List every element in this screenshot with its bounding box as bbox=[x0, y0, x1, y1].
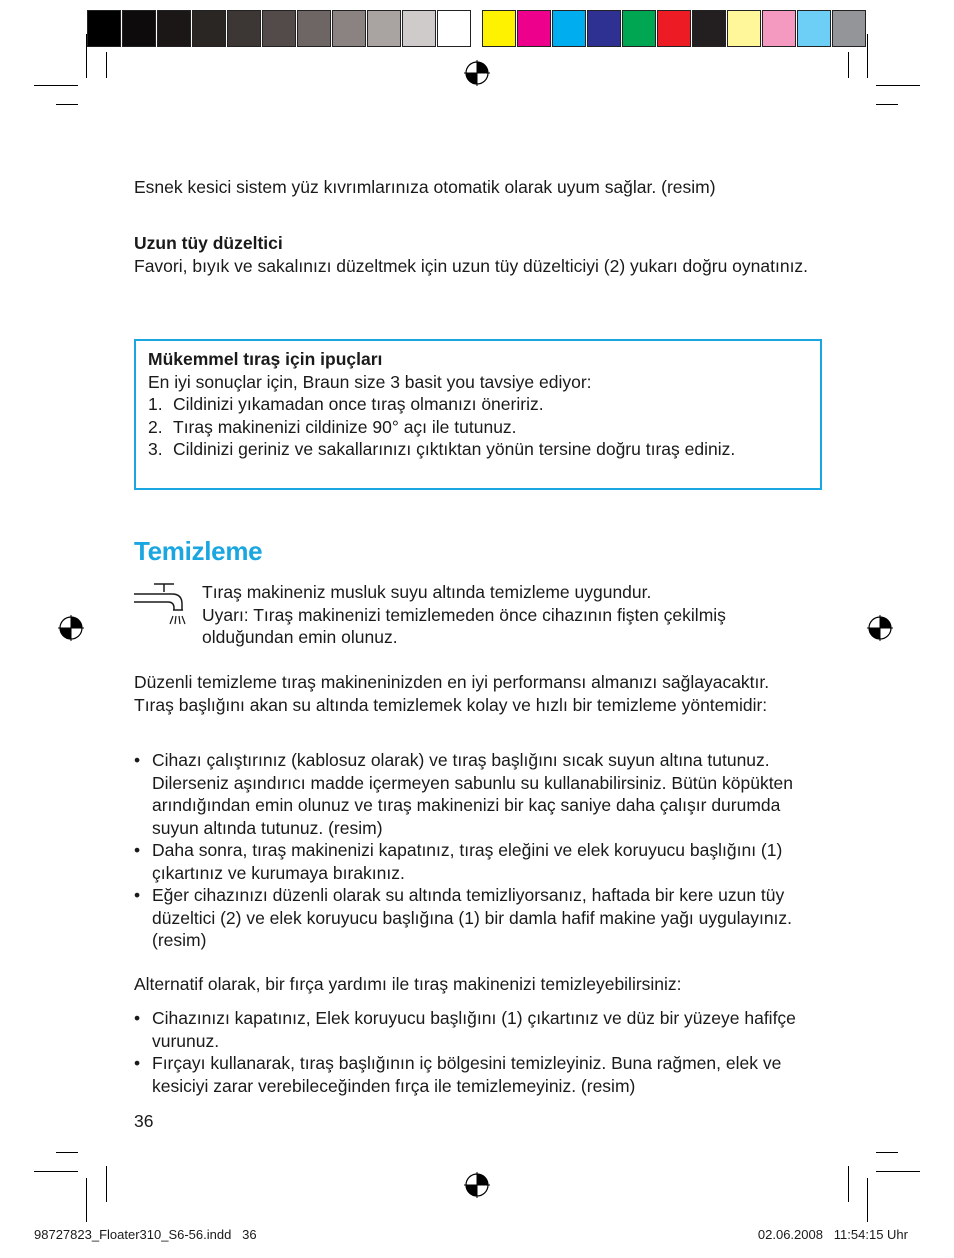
color-swatch bbox=[727, 10, 761, 47]
page-number: 36 bbox=[134, 1111, 154, 1131]
color-swatch bbox=[552, 10, 586, 47]
color-swatch bbox=[517, 10, 551, 47]
list-item bbox=[134, 884, 824, 952]
bullet-dot: • bbox=[134, 840, 141, 860]
tips-heading: Mükemmel tıraş için ipuçları bbox=[148, 349, 383, 369]
cleaning-paragraph-2: Alternatif olarak, bir fırça yardımı ile tıraş makinenizi temizleyebilirsiniz: bbox=[134, 974, 682, 994]
gray-swatch bbox=[402, 10, 436, 47]
gray-swatch bbox=[192, 10, 226, 47]
list-item bbox=[134, 1007, 814, 1052]
grayscale-calibration-bar bbox=[87, 10, 472, 47]
crop-mark-top-right-v2 bbox=[848, 52, 849, 78]
crop-mark-top-left-v bbox=[86, 34, 87, 78]
list-item-text: Eğer cihazınızı düzenli olarak su altında temizliyorsanız, haftada bir kere uzun tüy düzeltici (2) ve elek koruyucu başlığına (1) bir damla hafif makine yağı uygulayınız. (resim) bbox=[152, 885, 793, 950]
tips-item-text: Cildinizi geriniz ve sakallarınızı çıktıktan yönün tersine doğru tıraş ediniz. bbox=[173, 439, 736, 459]
crop-mark-bottom-left-v2 bbox=[106, 1166, 107, 1202]
footer-timestamp: 02.06.2008 11:54:15 Uhr bbox=[757, 1227, 908, 1242]
cleaning-bullet-list-1 bbox=[134, 749, 824, 952]
gray-swatch bbox=[367, 10, 401, 47]
bullet-dot: • bbox=[134, 750, 141, 770]
color-swatch bbox=[482, 10, 516, 47]
crop-mark-bottom-right-v2 bbox=[848, 1166, 849, 1202]
faucet-paragraph: Tıraş makineniz musluk suyu altında temizleme uygundur. Uyarı: Tıraş makinenizi temizlemeden önce cihazının fişten çekilmiş olduğundan emin olunuz. bbox=[202, 582, 726, 647]
color-swatch bbox=[797, 10, 831, 47]
gray-swatch bbox=[297, 10, 331, 47]
tips-item-number: 3. bbox=[148, 439, 163, 459]
registration-mark-top bbox=[464, 60, 490, 86]
registration-mark-bottom bbox=[464, 1172, 490, 1198]
tips-intro: En iyi sonuçlar için, Braun size 3 basit you tavsiye ediyor: bbox=[148, 371, 592, 392]
gray-swatch bbox=[122, 10, 156, 47]
list-item-text: Daha sonra, tıraş makinenizi kapatınız, tıraş eleğini ve elek koruyucu başlığını (1) çıkartınız ve kurumaya bırakınız. bbox=[152, 840, 783, 883]
gray-swatch bbox=[87, 10, 121, 47]
list-item bbox=[134, 749, 824, 839]
crop-mark-bottom-right-v bbox=[867, 1178, 868, 1222]
list-item-text: Fırçayı kullanarak, tıraş başlığının iç bölgesini temizleyiniz. Buna rağmen, elek ve kesiciyi zarar verebileceğinden fırça ile temizlemeyiniz. (resim) bbox=[152, 1053, 782, 1096]
crop-mark-bottom-left-h2 bbox=[34, 1171, 78, 1172]
tips-item-number: 1. bbox=[148, 394, 163, 414]
cleaning-bullet-list-2 bbox=[134, 1007, 814, 1097]
crop-mark-bottom-right-h2 bbox=[876, 1171, 920, 1172]
bullet-dot: • bbox=[134, 1053, 141, 1073]
list-item bbox=[134, 839, 824, 884]
tips-item-number: 2. bbox=[148, 416, 163, 437]
cleaning-paragraph-1: Düzenli temizleme tıraş makineninizden en iyi performansı almanızı sağlayacaktır. Tıraş başlığını akan su altında temizlemek kolay ve hızlı bir temizleme yöntemidir: bbox=[134, 672, 770, 715]
gray-swatch bbox=[227, 10, 261, 47]
color-swatch bbox=[657, 10, 691, 47]
list-item bbox=[134, 1052, 814, 1097]
tips-box bbox=[134, 339, 822, 490]
gray-swatch bbox=[332, 10, 366, 47]
registration-mark-left bbox=[58, 615, 84, 641]
crop-mark-bottom-left-h bbox=[56, 1152, 78, 1153]
crop-mark-top-right-h2 bbox=[876, 104, 898, 105]
list-item-text: Cihazı çalıştırınız (kablosuz olarak) ve tıraş başlığını sıcak suyun altına tutunuz. Dilerseniz aşındırıcı madde içermeyen sabunlu su kullanabilirsiniz. Bütün köpükten arındığından emin olunuz ve tıraş makinenizi bir kaç saniye daha çalışır durumda suyun altında tutunuz. (resim) bbox=[152, 750, 794, 838]
tips-item bbox=[148, 416, 808, 439]
bullet-dot: • bbox=[134, 885, 141, 905]
tips-item bbox=[148, 438, 808, 461]
crop-mark-top-right-v bbox=[867, 34, 868, 78]
section-title-cleaning: Temizleme bbox=[134, 536, 263, 566]
intro-paragraph: Esnek kesici sistem yüz kıvrımlarınıza otomatik olarak uyum sağlar. (resim) bbox=[134, 177, 716, 197]
crop-mark-top-left-h bbox=[34, 85, 78, 86]
color-swatch bbox=[832, 10, 866, 47]
trimmer-heading: Uzun tüy düzeltici bbox=[134, 233, 283, 253]
tips-item-text: Cildinizi yıkamadan once tıraş olmanızı öneririz. bbox=[173, 394, 544, 414]
crop-mark-top-left-h2 bbox=[56, 104, 78, 105]
registration-mark-right bbox=[867, 615, 893, 641]
crop-mark-top-left-v2 bbox=[106, 52, 107, 78]
gray-swatch bbox=[157, 10, 191, 47]
tips-item bbox=[148, 393, 808, 416]
tips-item-text: Tıraş makinenizi cildinize 90° açı ile tutunuz. bbox=[173, 416, 517, 437]
color-swatch bbox=[622, 10, 656, 47]
footer-file-info: 98727823_Floater310_S6-56.indd 36 bbox=[34, 1227, 257, 1242]
list-item-text: Cihazınızı kapatınız, Elek koruyucu başlığını (1) çıkartınız ve düz bir yüzeye hafifçe vurunuz. bbox=[152, 1008, 796, 1051]
color-calibration-bar bbox=[482, 10, 867, 47]
color-swatch bbox=[762, 10, 796, 47]
crop-mark-bottom-left-v bbox=[86, 1178, 87, 1222]
bullet-dot: • bbox=[134, 1008, 141, 1028]
gray-swatch bbox=[262, 10, 296, 47]
faucet-icon bbox=[132, 580, 190, 640]
crop-mark-bottom-right-h bbox=[876, 1152, 898, 1153]
trimmer-paragraph: Favori, bıyık ve sakalınızı düzeltmek için uzun tüy düzelticiyi (2) yukarı doğru oynatınız. bbox=[134, 256, 809, 276]
color-swatch bbox=[587, 10, 621, 47]
crop-mark-top-right-h bbox=[876, 85, 920, 86]
color-swatch bbox=[692, 10, 726, 47]
gray-swatch bbox=[437, 10, 471, 47]
